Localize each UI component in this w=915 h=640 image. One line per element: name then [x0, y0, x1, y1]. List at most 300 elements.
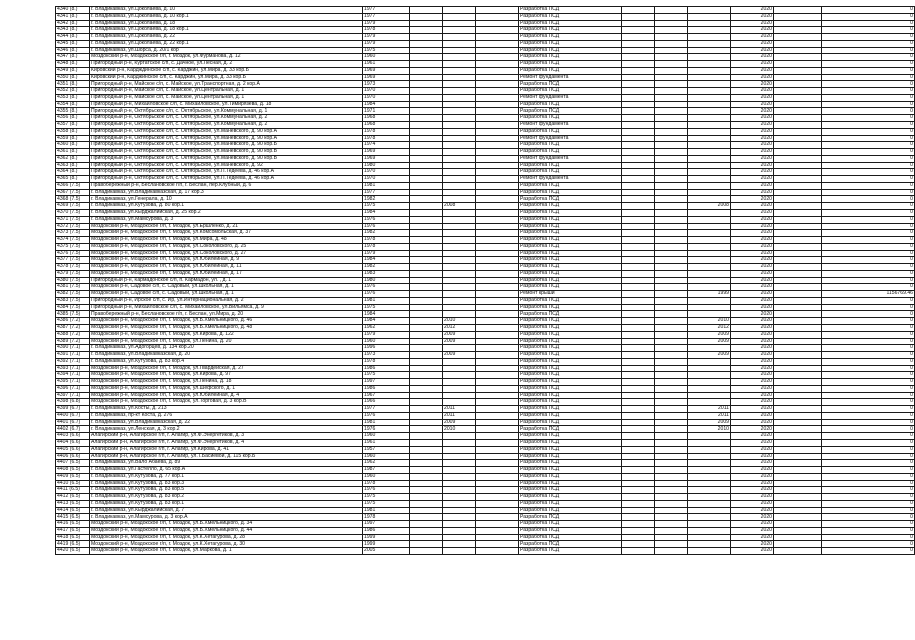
- cost-cell: 0: [822, 20, 915, 27]
- cost-cell: 0: [822, 379, 915, 386]
- blank-cell: [774, 20, 822, 27]
- blank-cell: [655, 108, 688, 115]
- last-repair-year-cell: [443, 453, 476, 460]
- year-built-cell: 1960: [363, 473, 410, 480]
- blank-cell: [410, 54, 443, 61]
- plan-year-cell: 2020: [731, 81, 774, 88]
- blank-cell: [774, 467, 822, 474]
- table-row: [56, 209, 915, 216]
- address-cell: г. Владикавказ, ул.Владикавказская, д. 20: [90, 352, 363, 359]
- blank-cell: [774, 88, 822, 95]
- cost-cell: 0: [822, 480, 915, 487]
- plan-year-cell: 2020: [731, 426, 774, 433]
- blank-cell: [410, 419, 443, 426]
- year-built-cell: 1976: [363, 487, 410, 494]
- repair-year-cell: [688, 521, 731, 528]
- work-type-cell: Разработка ПСД: [519, 345, 622, 352]
- blank-cell: [774, 67, 822, 74]
- work-type-cell: Разработка ПСД: [519, 61, 622, 68]
- blank-cell: [655, 548, 688, 555]
- blank-cell: [410, 189, 443, 196]
- row-number-cell: 4369 (7.5): [56, 203, 90, 210]
- last-repair-year-cell: [443, 169, 476, 176]
- last-repair-year-cell: [443, 291, 476, 298]
- last-repair-year-cell: [443, 264, 476, 271]
- blank-cell: [655, 270, 688, 277]
- repair-year-cell: 2010: [688, 318, 731, 325]
- blank-cell: [410, 507, 443, 514]
- last-repair-year-cell: [443, 88, 476, 95]
- blank-cell: [410, 203, 443, 210]
- address-cell: Моздокский р-н, Моздокское г/п, г. Моздок, ул.Фурманова, д. 12: [90, 54, 363, 61]
- blank-cell: [410, 487, 443, 494]
- blank-cell: [655, 155, 688, 162]
- address-cell: г. Владикавказ, ул.Кырджалийская, д. 7: [90, 507, 363, 514]
- blank-cell: [410, 304, 443, 311]
- blank-cell: [655, 223, 688, 230]
- cost-cell: 0: [822, 426, 915, 433]
- blank-cell: [622, 412, 655, 419]
- row-number-cell: 4341 (8.): [56, 13, 90, 20]
- last-repair-year-cell: [443, 534, 476, 541]
- plan-year-cell: 2020: [731, 7, 774, 14]
- table-row: [56, 548, 915, 555]
- year-built-cell: 1979: [363, 34, 410, 41]
- address-cell: г. Владикавказ, ул.Цоколаева, д. 10 кор.1: [90, 13, 363, 20]
- cost-cell: 0: [822, 338, 915, 345]
- work-type-cell: Разработка ПСД: [519, 230, 622, 237]
- plan-year-cell: 2020: [731, 209, 774, 216]
- repair-year-cell: [688, 453, 731, 460]
- year-built-cell: 1978: [363, 237, 410, 244]
- last-repair-year-cell: [443, 67, 476, 74]
- blank-cell: [622, 304, 655, 311]
- blank-cell: [774, 277, 822, 284]
- plan-year-cell: 2020: [731, 149, 774, 156]
- plan-year-cell: 2020: [731, 277, 774, 284]
- blank-cell: [774, 61, 822, 68]
- row-number-cell: 4398 (6.8): [56, 399, 90, 406]
- row-number-cell: 4404 (6.6): [56, 440, 90, 447]
- address-cell: Моздокский р-н, Моздокское г/п, г. Моздок, ул.Юбилейная, д. 17: [90, 270, 363, 277]
- row-number-cell: 4340 (8.): [56, 7, 90, 14]
- plan-year-cell: 2020: [731, 223, 774, 230]
- cost-cell: 0: [822, 514, 915, 521]
- last-repair-year-cell: [443, 142, 476, 149]
- repair-year-cell: [688, 446, 731, 453]
- blank-cell: [774, 135, 822, 142]
- blank-cell: [774, 149, 822, 156]
- blank-cell: [622, 250, 655, 257]
- repair-year-cell: [688, 230, 731, 237]
- repair-year-cell: [688, 507, 731, 514]
- blank-cell: [655, 352, 688, 359]
- blank-cell: [774, 324, 822, 331]
- last-repair-year-cell: 2009: [443, 352, 476, 359]
- last-repair-year-cell: [443, 176, 476, 183]
- work-type-cell: Разработка ПСД: [519, 284, 622, 291]
- blank-cell: [774, 230, 822, 237]
- work-type-cell: Разработка ПСД: [519, 318, 622, 325]
- blank-cell: [410, 34, 443, 41]
- row-number-cell: 4389 (7.2): [56, 338, 90, 345]
- row-number-cell: 4394 (7.1): [56, 372, 90, 379]
- address-cell: г. Владикавказ, ул.Ленская, д. 3 кор.2: [90, 426, 363, 433]
- row-number-cell: 4376 (7.5): [56, 250, 90, 257]
- last-repair-year-cell: 2009: [443, 338, 476, 345]
- blank-cell: [476, 243, 519, 250]
- plan-year-cell: 2020: [731, 291, 774, 298]
- row-number-cell: 4381 (7.5): [56, 284, 90, 291]
- plan-year-cell: 2020: [731, 514, 774, 521]
- address-cell: г. Владикавказ, ул.Косты, д. 213: [90, 406, 363, 413]
- work-type-cell: Ремонт фундамента: [519, 155, 622, 162]
- plan-year-cell: 2020: [731, 189, 774, 196]
- plan-year-cell: 2020: [731, 135, 774, 142]
- blank-cell: [410, 548, 443, 555]
- address-cell: Пригородный р-н, Октябрьское с/п, с. Октябрьское, ул.Маневского, д. 92: [90, 162, 363, 169]
- blank-cell: [410, 473, 443, 480]
- blank-cell: [476, 392, 519, 399]
- address-cell: г. Владикавказ, ул.Кутузова, д. 83 кор.4: [90, 358, 363, 365]
- blank-cell: [476, 203, 519, 210]
- blank-cell: [622, 101, 655, 108]
- cost-cell: 0: [822, 155, 915, 162]
- plan-year-cell: 2020: [731, 88, 774, 95]
- blank-cell: [410, 243, 443, 250]
- address-cell: г. Владикавказ, ул.Кутузова, д. 83 кор.5: [90, 487, 363, 494]
- plan-year-cell: 2020: [731, 67, 774, 74]
- plan-year-cell: 2020: [731, 527, 774, 534]
- blank-cell: [476, 250, 519, 257]
- blank-cell: [476, 61, 519, 68]
- row-number-cell: 4391 (7.1): [56, 352, 90, 359]
- work-type-cell: Разработка ПСД: [519, 162, 622, 169]
- address-cell: Пригородный р-н, Кармадонское с/п, п. Кармадон, ул. , д. 1: [90, 277, 363, 284]
- work-type-cell: Разработка ПСД: [519, 128, 622, 135]
- row-number-cell: 4358 (8.): [56, 128, 90, 135]
- year-built-cell: 1976: [363, 284, 410, 291]
- blank-cell: [774, 487, 822, 494]
- year-built-cell: 1978: [363, 480, 410, 487]
- blank-cell: [622, 61, 655, 68]
- blank-cell: [655, 182, 688, 189]
- cost-cell: 0: [822, 534, 915, 541]
- work-type-cell: Разработка ПСД: [519, 34, 622, 41]
- last-repair-year-cell: 2011: [443, 406, 476, 413]
- plan-year-cell: 2020: [731, 453, 774, 460]
- plan-year-cell: 2020: [731, 74, 774, 81]
- address-cell: Пригородный р-н, Октябрьское с/п, с. Октябрьское, ул.П.Тедеева, д. 46 кор.А: [90, 176, 363, 183]
- blank-cell: [655, 257, 688, 264]
- year-built-cell: 1960: [363, 54, 410, 61]
- blank-cell: [476, 162, 519, 169]
- cost-cell: 0: [822, 500, 915, 507]
- plan-year-cell: 2020: [731, 352, 774, 359]
- work-type-cell: Разработка ПСД: [519, 67, 622, 74]
- address-cell: Моздокский р-н, Моздокское г/п, г. Моздок, ул.К.Хетагурова, д. 28: [90, 534, 363, 541]
- year-built-cell: 1957: [363, 446, 410, 453]
- last-repair-year-cell: [443, 460, 476, 467]
- row-number-cell: 4355 (8.): [56, 108, 90, 115]
- blank-cell: [622, 311, 655, 318]
- year-built-cell: 1999: [363, 541, 410, 548]
- blank-cell: [655, 54, 688, 61]
- address-cell: Пригородный р-н, Михайловское с/п, с. Михайловское, ул.Тимирязева, д. 18: [90, 101, 363, 108]
- blank-cell: [622, 88, 655, 95]
- blank-cell: [476, 541, 519, 548]
- blank-cell: [655, 365, 688, 372]
- cost-cell: 0: [822, 81, 915, 88]
- last-repair-year-cell: [443, 257, 476, 264]
- blank-cell: [476, 494, 519, 501]
- blank-cell: [622, 230, 655, 237]
- blank-cell: [622, 507, 655, 514]
- last-repair-year-cell: [443, 135, 476, 142]
- row-number-cell: 4408 (6.5): [56, 467, 90, 474]
- cost-cell: 0: [822, 142, 915, 149]
- blank-cell: [410, 162, 443, 169]
- last-repair-year-cell: [443, 440, 476, 447]
- blank-cell: [622, 514, 655, 521]
- blank-cell: [476, 142, 519, 149]
- blank-cell: [774, 446, 822, 453]
- blank-cell: [622, 291, 655, 298]
- blank-cell: [655, 521, 688, 528]
- blank-cell: [622, 13, 655, 20]
- blank-cell: [622, 318, 655, 325]
- plan-year-cell: 2020: [731, 379, 774, 386]
- cost-cell: 0: [822, 392, 915, 399]
- row-number-cell: 4416 (6.5): [56, 521, 90, 528]
- blank-cell: [774, 189, 822, 196]
- blank-cell: [410, 311, 443, 318]
- blank-cell: [655, 47, 688, 54]
- work-type-cell: Разработка ПСД: [519, 47, 622, 54]
- address-cell: г. Владикавказ, ул.Шорса, д. 20/1 кор: [90, 47, 363, 54]
- plan-year-cell: 2020: [731, 487, 774, 494]
- cost-cell: 0: [822, 135, 915, 142]
- blank-cell: [655, 284, 688, 291]
- work-type-cell: Разработка ПСД: [519, 352, 622, 359]
- work-type-cell: Разработка ПСД: [519, 534, 622, 541]
- blank-cell: [410, 277, 443, 284]
- address-cell: Моздокский р-н, Моздокское г/п, г. Моздок, ул.Соколовского, д. 27: [90, 250, 363, 257]
- blank-cell: [655, 67, 688, 74]
- last-repair-year-cell: [443, 40, 476, 47]
- blank-cell: [476, 108, 519, 115]
- row-number-cell: 4387 (7.2): [56, 324, 90, 331]
- blank-cell: [774, 412, 822, 419]
- blank-cell: [476, 67, 519, 74]
- address-cell: Моздокский р-н, Моздокское г/п, г. Моздок, ул.Гвардейская, д. 27: [90, 365, 363, 372]
- row-number-cell: 4361 (8.): [56, 149, 90, 156]
- work-type-cell: Ремонт крыши: [519, 291, 622, 298]
- plan-year-cell: 2020: [731, 480, 774, 487]
- plan-year-cell: 2020: [731, 412, 774, 419]
- cost-cell: 0: [822, 440, 915, 447]
- cost-cell: 0: [822, 311, 915, 318]
- year-built-cell: 1978: [363, 358, 410, 365]
- repair-year-cell: [688, 270, 731, 277]
- row-number-cell: 4379 (7.5): [56, 270, 90, 277]
- blank-cell: [410, 257, 443, 264]
- last-repair-year-cell: [443, 223, 476, 230]
- blank-cell: [622, 155, 655, 162]
- blank-cell: [622, 473, 655, 480]
- work-type-cell: Разработка ПСД: [519, 521, 622, 528]
- cost-cell: 0: [822, 40, 915, 47]
- blank-cell: [410, 94, 443, 101]
- blank-cell: [476, 47, 519, 54]
- blank-cell: [655, 494, 688, 501]
- address-cell: г. Владикавказ, ул.Цоколаева, д. 10: [90, 7, 363, 14]
- blank-cell: [410, 541, 443, 548]
- blank-cell: [410, 40, 443, 47]
- blank-cell: [410, 284, 443, 291]
- blank-cell: [622, 176, 655, 183]
- work-type-cell: Разработка ПСД: [519, 27, 622, 34]
- row-number-cell: 4411 (6.5): [56, 487, 90, 494]
- blank-cell: [410, 155, 443, 162]
- blank-cell: [476, 169, 519, 176]
- plan-year-cell: 2020: [731, 494, 774, 501]
- last-repair-year-cell: [443, 284, 476, 291]
- blank-cell: [622, 108, 655, 115]
- last-repair-year-cell: 2009: [443, 419, 476, 426]
- last-repair-year-cell: [443, 27, 476, 34]
- blank-cell: [655, 338, 688, 345]
- table-body: [56, 7, 915, 555]
- blank-cell: [476, 284, 519, 291]
- blank-cell: [622, 182, 655, 189]
- repair-year-cell: [688, 243, 731, 250]
- blank-cell: [476, 149, 519, 156]
- blank-cell: [622, 196, 655, 203]
- repair-year-cell: [688, 385, 731, 392]
- plan-year-cell: 2020: [731, 230, 774, 237]
- repair-year-cell: [688, 514, 731, 521]
- year-built-cell: 1977: [363, 13, 410, 20]
- blank-cell: [774, 426, 822, 433]
- blank-cell: [476, 318, 519, 325]
- last-repair-year-cell: [443, 47, 476, 54]
- repair-year-cell: [688, 94, 731, 101]
- blank-cell: [655, 446, 688, 453]
- year-built-cell: 1961: [363, 61, 410, 68]
- plan-year-cell: 2020: [731, 284, 774, 291]
- row-number-cell: 4413 (6.5): [56, 500, 90, 507]
- registry-sheet: [55, 6, 913, 555]
- plan-year-cell: 2020: [731, 176, 774, 183]
- blank-cell: [410, 331, 443, 338]
- blank-cell: [476, 521, 519, 528]
- blank-cell: [622, 7, 655, 14]
- blank-cell: [774, 527, 822, 534]
- blank-cell: [410, 460, 443, 467]
- repair-year-cell: [688, 54, 731, 61]
- address-cell: Кировский р-н, Карджинское с/п, с. Карджин, ул.Мира, д. 33 кор.Б: [90, 74, 363, 81]
- cost-cell: 0: [822, 149, 915, 156]
- blank-cell: [476, 223, 519, 230]
- blank-cell: [410, 270, 443, 277]
- work-type-cell: Разработка ПСД: [519, 20, 622, 27]
- plan-year-cell: 2020: [731, 94, 774, 101]
- blank-cell: [622, 379, 655, 386]
- repair-year-cell: 2011: [688, 412, 731, 419]
- plan-year-cell: 2020: [731, 270, 774, 277]
- blank-cell: [410, 318, 443, 325]
- repair-year-cell: [688, 13, 731, 20]
- repair-year-cell: [688, 365, 731, 372]
- address-cell: Моздокский р-н, Моздокское г/п, г. Моздок, ул.Б.Хмельницкого, д. 48: [90, 324, 363, 331]
- blank-cell: [410, 392, 443, 399]
- blank-cell: [655, 264, 688, 271]
- last-repair-year-cell: [443, 108, 476, 115]
- row-number-cell: 4409 (6.5): [56, 473, 90, 480]
- cost-cell: 0: [822, 257, 915, 264]
- cost-cell: 0: [822, 230, 915, 237]
- address-cell: Моздокский р-н, Моздокское г/п, г. Моздок, ул.К.Хетагурова, д. 30: [90, 541, 363, 548]
- blank-cell: [622, 223, 655, 230]
- blank-cell: [774, 108, 822, 115]
- row-number-cell: 4384 (7.5): [56, 304, 90, 311]
- row-number-cell: 4348 (8.): [56, 61, 90, 68]
- row-number-cell: 4407 (6.5): [56, 460, 90, 467]
- plan-year-cell: 2020: [731, 47, 774, 54]
- table-row: [56, 467, 915, 474]
- last-repair-year-cell: [443, 358, 476, 365]
- work-type-cell: Разработка ПСД: [519, 108, 622, 115]
- table-row: [56, 500, 915, 507]
- row-number-cell: 4417 (6.5): [56, 527, 90, 534]
- blank-cell: [410, 500, 443, 507]
- blank-cell: [622, 81, 655, 88]
- repair-year-cell: 2009: [688, 352, 731, 359]
- repair-year-cell: [688, 122, 731, 129]
- plan-year-cell: 2020: [731, 324, 774, 331]
- blank-cell: [410, 426, 443, 433]
- blank-cell: [774, 318, 822, 325]
- plan-year-cell: 2020: [731, 507, 774, 514]
- blank-cell: [410, 81, 443, 88]
- blank-cell: [476, 13, 519, 20]
- blank-cell: [774, 453, 822, 460]
- plan-year-cell: 2020: [731, 467, 774, 474]
- blank-cell: [476, 277, 519, 284]
- year-built-cell: 1969: [363, 74, 410, 81]
- blank-cell: [655, 128, 688, 135]
- plan-year-cell: 2020: [731, 433, 774, 440]
- blank-cell: [410, 345, 443, 352]
- last-repair-year-cell: [443, 507, 476, 514]
- address-cell: Моздокский р-н, Садовое с/п, с. Садовый, ул.Школьная, д. 1: [90, 291, 363, 298]
- blank-cell: [476, 473, 519, 480]
- address-cell: г. Владикавказ, ул.Кырджалийская, д. 25 кор.2: [90, 209, 363, 216]
- address-cell: г. Владикавказ, ул.Цоколаева, д. 22 кор.1: [90, 40, 363, 47]
- last-repair-year-cell: [443, 94, 476, 101]
- work-type-cell: Разработка ПСД: [519, 203, 622, 210]
- blank-cell: [774, 500, 822, 507]
- address-cell: Моздокский р-н, Моздокское г/п, г. Моздок, ул.Шефского, д. 1: [90, 385, 363, 392]
- last-repair-year-cell: [443, 74, 476, 81]
- blank-cell: [410, 527, 443, 534]
- blank-cell: [476, 182, 519, 189]
- table-row: [56, 216, 915, 223]
- row-number-cell: 4401 (6.7): [56, 419, 90, 426]
- row-number-cell: 4365 (8.): [56, 176, 90, 183]
- last-repair-year-cell: [443, 392, 476, 399]
